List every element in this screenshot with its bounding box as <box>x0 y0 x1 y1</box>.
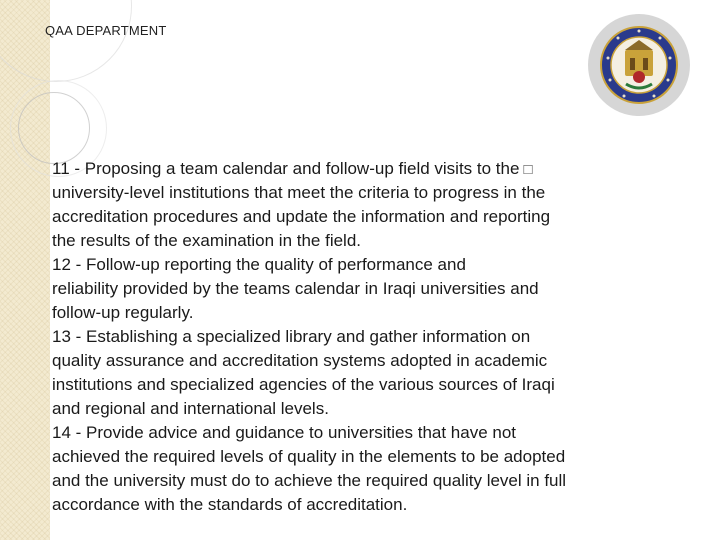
body-text <box>52 157 672 517</box>
text-line: university-level institutions that meet the criteria to progress in the <box>52 183 546 202</box>
logo-badge <box>588 14 690 116</box>
department-label: QAA DEPARTMENT <box>45 23 167 38</box>
text-line: accordance with the standards of accreditation. <box>52 495 408 514</box>
text-line: the results of the examination in the field. <box>52 231 362 250</box>
university-seal-icon <box>588 14 690 116</box>
text-line: institutions and specialized agencies of the various sources of Iraqi <box>52 375 555 394</box>
text-line-content: 11 - Proposing a team calendar and follow-up field visits to the <box>52 159 520 178</box>
text-line: accreditation procedures and update the information and reporting <box>52 207 551 226</box>
text-line <box>52 157 672 181</box>
decorative-circle <box>0 0 132 82</box>
text-line: reliability provided by the teams calendar in Iraqi universities and <box>52 279 539 298</box>
missing-glyph-icon: □ <box>523 161 533 178</box>
text-line: follow-up regularly. <box>52 303 194 322</box>
text-line: quality assurance and accreditation systems adopted in academic <box>52 351 548 370</box>
decorative-side-strip <box>0 0 50 540</box>
text-line: 12 - Follow-up reporting the quality of performance and <box>52 255 466 274</box>
decorative-circle <box>18 92 90 164</box>
text-line: 14 - Provide advice and guidance to universities that have not <box>52 423 517 442</box>
text-line: achieved the required levels of quality in the elements to be adopted <box>52 447 566 466</box>
text-line: and regional and international levels. <box>52 399 329 418</box>
text-line: and the university must do to achieve the required quality level in full <box>52 471 567 490</box>
text-line: 13 - Establishing a specialized library and gather information on <box>52 327 531 346</box>
